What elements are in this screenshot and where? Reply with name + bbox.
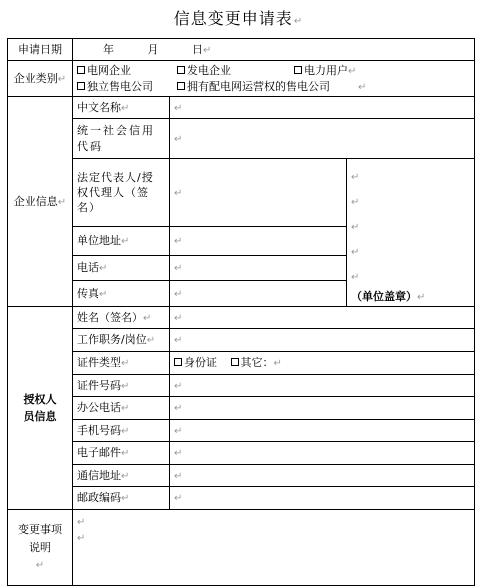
field-label-text: 工作职务/岗位 bbox=[77, 333, 147, 347]
paragraph-mark-icon: ↵ bbox=[293, 16, 304, 27]
paragraph-mark-icon: ↵ bbox=[77, 517, 86, 529]
option-id-card[interactable] bbox=[174, 356, 217, 369]
field-label-id-type bbox=[73, 352, 170, 375]
field-label-fax bbox=[73, 281, 170, 307]
field-label-email bbox=[73, 442, 170, 465]
paragraph-mark-icon: ↵ bbox=[99, 263, 108, 274]
field-label-text: 法定代表人/授权代理人（签名） bbox=[77, 170, 154, 215]
month-label: 月 bbox=[147, 42, 159, 56]
paragraph-mark-icon: ↵ bbox=[174, 448, 183, 460]
option-independent-retailer[interactable] bbox=[77, 79, 177, 94]
stamp-label-row bbox=[351, 290, 470, 304]
enterprise-type-label-text: 企业类别 bbox=[13, 71, 58, 85]
field-label-text: 姓名（签名） bbox=[77, 310, 143, 324]
field-value-position[interactable] bbox=[170, 329, 475, 352]
paragraph-mark-icon: ↵ bbox=[174, 470, 183, 482]
enterprise-info-label bbox=[8, 97, 73, 307]
stamp-area bbox=[347, 159, 475, 307]
field-label-id-number bbox=[73, 375, 170, 397]
paragraph-mark-icon: ↵ bbox=[121, 403, 130, 415]
paragraph-mark-icon: ↵ bbox=[121, 236, 130, 248]
field-label-text: 统一社会信用代码 bbox=[77, 124, 155, 153]
field-label-office-phone bbox=[73, 397, 170, 420]
field-label-mail-address bbox=[73, 465, 170, 487]
paragraph-mark-icon: ↵ bbox=[174, 493, 183, 505]
authorized-person-label-text: 授权人员信息 bbox=[23, 392, 57, 424]
checkbox-icon[interactable] bbox=[177, 82, 185, 90]
option-generation-company[interactable] bbox=[177, 63, 294, 78]
checkbox-icon[interactable] bbox=[177, 66, 185, 74]
checkbox-icon[interactable] bbox=[294, 66, 302, 74]
authorized-person-label bbox=[8, 307, 73, 510]
paragraph-mark-icon: ↵ bbox=[273, 358, 282, 370]
paragraph-mark-icon: ↵ bbox=[203, 44, 212, 56]
paragraph-mark-icon: ↵ bbox=[57, 196, 67, 208]
paragraph-mark-icon: ↵ bbox=[121, 425, 130, 437]
option-power-user[interactable] bbox=[294, 64, 348, 77]
paragraph-mark-icon: ↵ bbox=[121, 448, 130, 460]
paragraph-mark-icon: ↵ bbox=[174, 236, 183, 248]
option-label: 电网企业 bbox=[87, 63, 131, 77]
field-value-legal-rep[interactable] bbox=[170, 159, 347, 227]
application-date-field[interactable] bbox=[73, 39, 475, 61]
paragraph-mark-icon: ↵ bbox=[146, 335, 156, 347]
paragraph-mark-icon: ↵ bbox=[57, 73, 67, 85]
change-desc-field[interactable] bbox=[73, 510, 475, 586]
field-label-text: 手机号码 bbox=[77, 423, 121, 437]
application-date-label: 申请日期 bbox=[8, 39, 73, 61]
field-label-address bbox=[73, 227, 170, 256]
field-value-fax[interactable] bbox=[170, 281, 347, 307]
option-label: 发电企业 bbox=[187, 63, 231, 77]
paragraph-mark-icon: ↵ bbox=[121, 358, 130, 370]
enterprise-type-label bbox=[8, 61, 73, 97]
field-value-id-type bbox=[170, 352, 475, 375]
paragraph-mark-icon: ↵ bbox=[174, 187, 183, 199]
option-label: 电力用户 bbox=[304, 63, 348, 77]
paragraph-mark-icon: ↵ bbox=[121, 380, 130, 392]
field-label-legal-rep bbox=[73, 159, 170, 227]
field-label-text: 单位地址 bbox=[77, 234, 121, 248]
paragraph-mark-icon: ↵ bbox=[174, 263, 183, 274]
field-value-chinese-name[interactable] bbox=[170, 97, 475, 119]
paragraph-mark-icon: ↵ bbox=[174, 425, 183, 437]
field-label-name bbox=[73, 307, 170, 329]
option-distribution-retailer[interactable] bbox=[177, 80, 330, 93]
paragraph-mark-icon: ↵ bbox=[121, 470, 130, 482]
year-label: 年 bbox=[103, 42, 114, 56]
paragraph-mark-icon: ↵ bbox=[143, 312, 152, 324]
enterprise-type-options bbox=[73, 61, 475, 97]
field-label-text: 邮政编码 bbox=[77, 491, 121, 505]
paragraph-mark-icon: ↵ bbox=[174, 335, 183, 347]
field-value-phone[interactable] bbox=[170, 255, 347, 280]
paragraph-mark-icon: ↵ bbox=[174, 403, 183, 415]
option-label: 其它： bbox=[240, 356, 274, 370]
field-label-text: 通信地址 bbox=[77, 468, 121, 482]
option-grid-company[interactable] bbox=[77, 63, 177, 78]
field-label-phone bbox=[73, 255, 170, 280]
stamp-label: （单位盖章） bbox=[351, 290, 417, 303]
field-value-mobile[interactable] bbox=[170, 420, 475, 442]
field-value-credit-code[interactable] bbox=[170, 119, 475, 159]
form-table bbox=[7, 38, 475, 586]
field-value-id-number[interactable] bbox=[170, 375, 475, 397]
paragraph-mark-icon: ↵ bbox=[35, 560, 45, 572]
paragraph-mark-icon: ↵ bbox=[174, 380, 183, 392]
field-value-name[interactable] bbox=[170, 307, 475, 329]
paragraph-mark-icon: ↵ bbox=[174, 102, 183, 114]
field-label-chinese-name bbox=[73, 97, 170, 119]
field-label-credit-code bbox=[73, 119, 170, 159]
field-label-postal-code bbox=[73, 487, 170, 510]
paragraph-mark-icon: ↵ bbox=[121, 102, 130, 114]
field-value-postal-code[interactable] bbox=[170, 487, 475, 510]
paragraph-mark-icon: ↵ bbox=[121, 493, 130, 505]
field-label-text: 电话 bbox=[77, 261, 99, 274]
stamp-marks: ↵ ↵ ↵ ↵ ↵ bbox=[351, 172, 360, 283]
paragraph-mark-icon: ↵ bbox=[174, 133, 183, 145]
field-label-position bbox=[73, 329, 170, 352]
field-label-text: 传真 bbox=[77, 286, 99, 300]
paragraph-mark-icon: ↵ bbox=[77, 533, 86, 545]
checkbox-icon[interactable] bbox=[231, 358, 239, 366]
option-label: 独立售电公司 bbox=[87, 79, 153, 93]
field-value-office-phone[interactable] bbox=[170, 397, 475, 420]
field-label-text: 电子邮件 bbox=[77, 446, 121, 460]
paragraph-mark-icon: ↵ bbox=[417, 292, 426, 303]
change-desc-label bbox=[8, 510, 73, 586]
change-desc-label-text: 变更事项说明 bbox=[18, 523, 62, 554]
field-label-text: 中文名称 bbox=[77, 100, 121, 114]
checkbox-icon[interactable] bbox=[77, 66, 85, 74]
enterprise-info-label-text: 企业信息 bbox=[13, 194, 58, 208]
option-other[interactable] bbox=[231, 356, 274, 369]
paragraph-mark-icon: ↵ bbox=[174, 288, 183, 300]
paragraph-mark-icon: ↵ bbox=[174, 312, 183, 324]
checkbox-icon[interactable] bbox=[174, 358, 182, 366]
paragraph-mark-icon: ↵ bbox=[358, 81, 367, 93]
paragraph-mark-icon: ↵ bbox=[99, 288, 108, 300]
option-label: 身份证 bbox=[184, 356, 217, 370]
field-label-text: 证件号码 bbox=[77, 378, 121, 392]
field-label-mobile bbox=[73, 420, 170, 442]
field-value-email[interactable] bbox=[170, 442, 475, 465]
field-label-text: 证件类型 bbox=[77, 356, 121, 370]
day-label: 日 bbox=[192, 42, 203, 56]
checkbox-icon[interactable] bbox=[77, 82, 85, 90]
option-label: 拥有配电网运营权的售电公司 bbox=[187, 79, 330, 93]
field-label-text: 办公电话 bbox=[77, 401, 121, 415]
field-value-mail-address[interactable] bbox=[170, 465, 475, 487]
field-value-address[interactable] bbox=[170, 227, 347, 256]
form-title-text: 信息变更申请表 bbox=[173, 9, 293, 28]
paragraph-mark-icon: ↵ bbox=[348, 65, 357, 77]
form-title bbox=[0, 6, 477, 29]
